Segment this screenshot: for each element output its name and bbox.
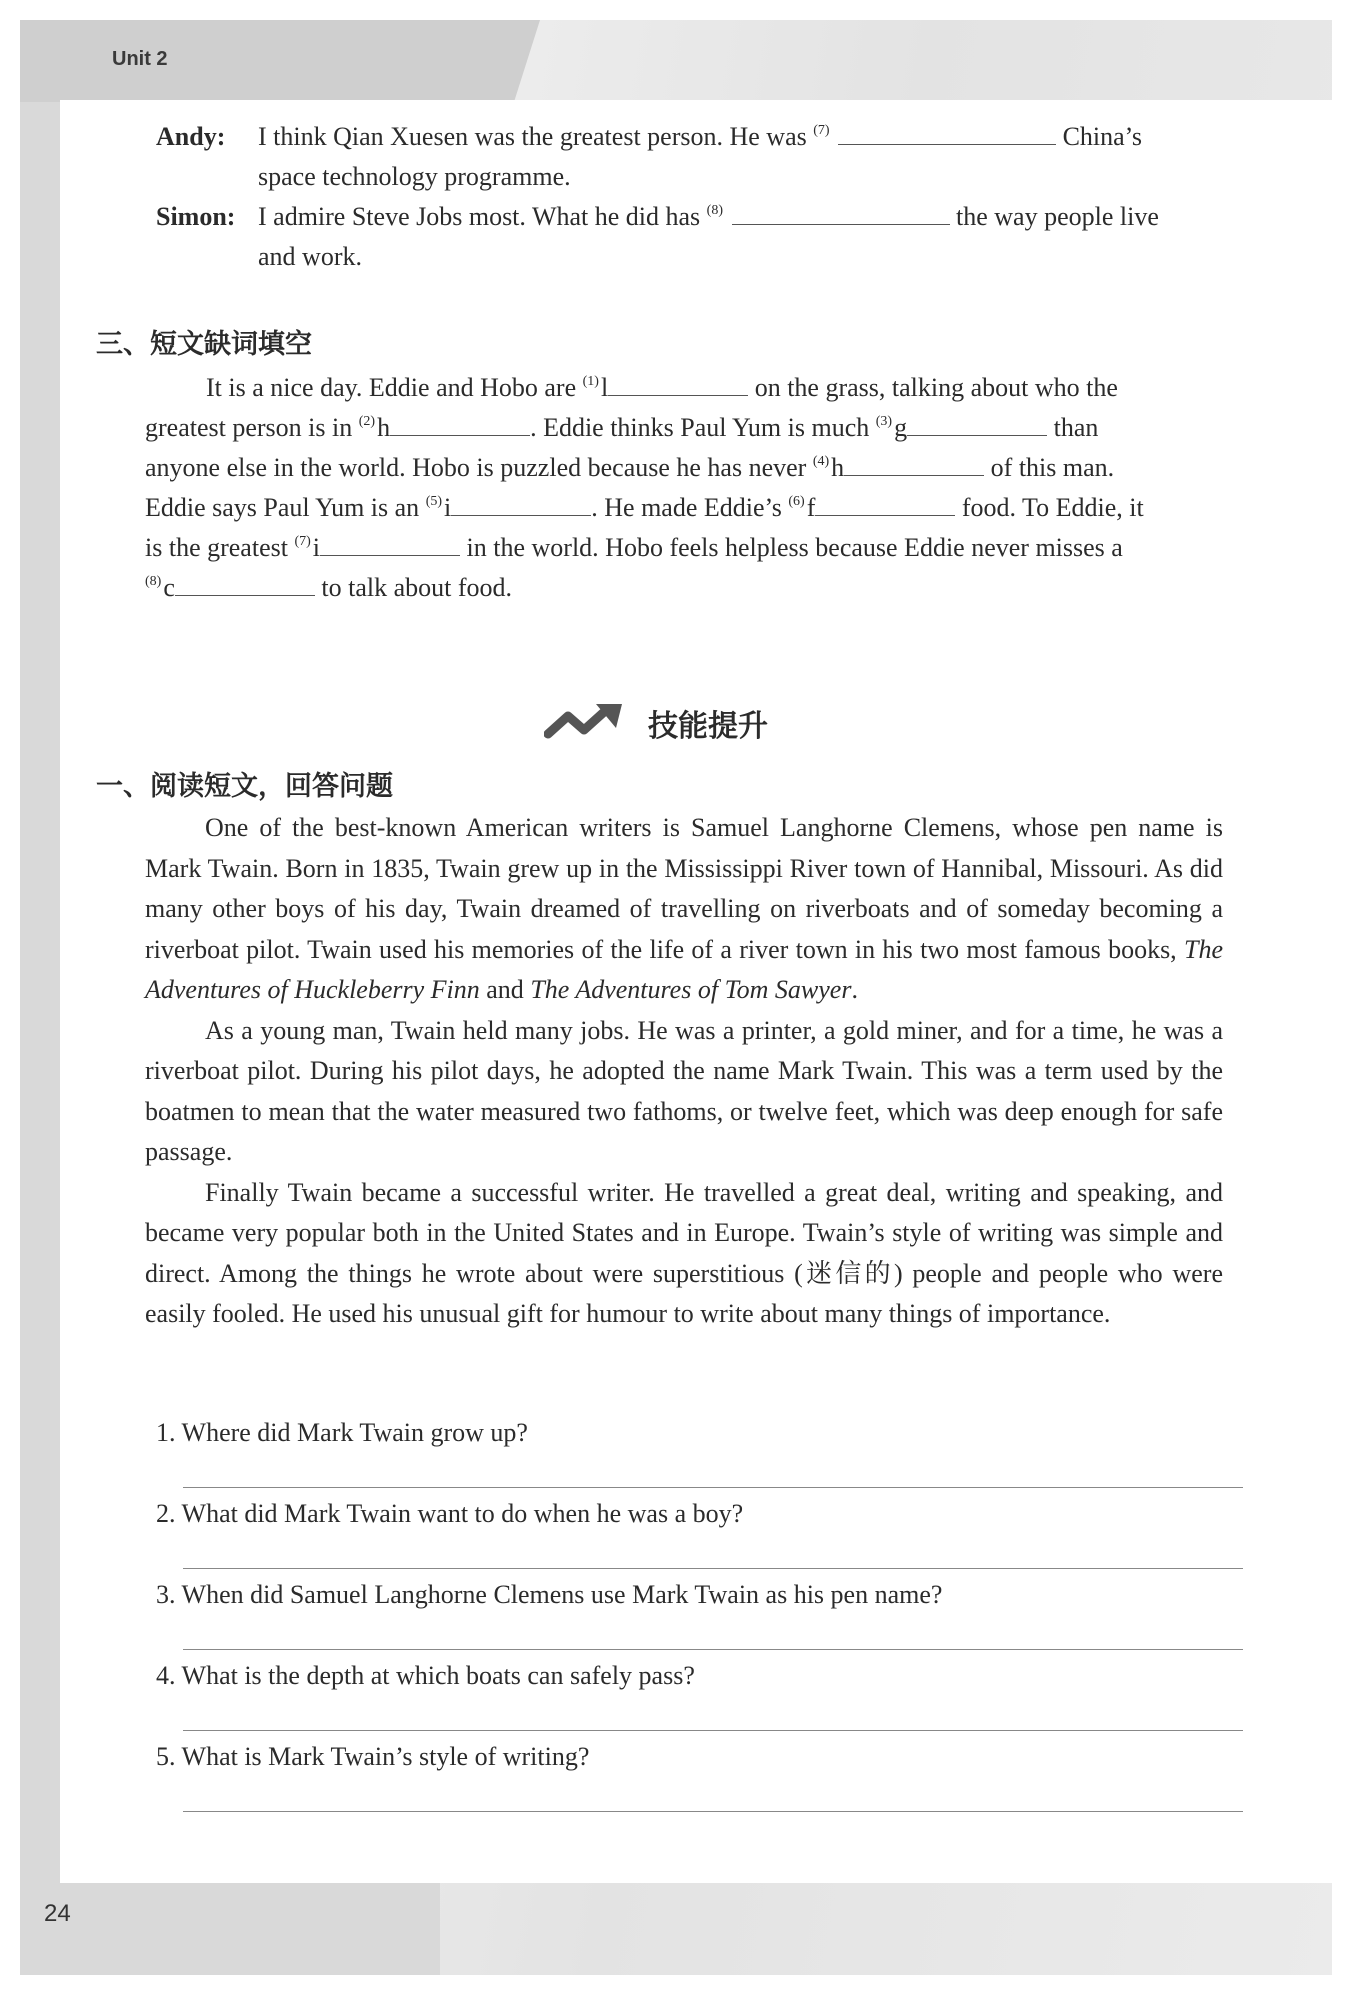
cloze-line-1 (206, 368, 1118, 408)
cloze-text: . Eddie thinks Paul Yum is much (530, 413, 870, 442)
simon-text: I admire Steve Jobs most. What he did has (258, 202, 701, 231)
question-2: 2. What did Mark Twain want to do when he was a boy? (156, 1499, 744, 1528)
cloze-text: anyone else in the world. Hobo is puzzled because he has never (145, 453, 807, 482)
first-letter: f (806, 493, 816, 522)
blank-number: (8) (706, 203, 723, 218)
first-letter: g (894, 413, 908, 442)
blank-number: (2) (358, 414, 376, 429)
passage-paragraph-2: As a young man, Twain held many jobs. He was a printer, a gold miner, and for a time, he was a riverboat pilot. During his pilot days, he adopted the name Mark Twain. This was a term used by the boatmen to mean that the water measured two fathoms, or twelve feet, which was deep enough for safe passage. (145, 1015, 1223, 1166)
blank-number: (7) (813, 123, 830, 138)
simon-text-after: the way people live (956, 202, 1159, 231)
cloze-text: It is a nice day. Eddie and Hobo are (206, 373, 577, 402)
answer-line-5[interactable] (183, 1811, 1243, 1812)
blank-number: (6) (788, 494, 805, 509)
answer-blank[interactable] (451, 489, 591, 516)
cloze-text: Eddie says Paul Yum is an (145, 493, 420, 522)
answer-blank[interactable] (907, 409, 1047, 436)
blank-number: (5) (425, 494, 443, 509)
blank-number: (8) (145, 574, 162, 589)
question-5: 5. What is Mark Twain’s style of writing? (156, 1742, 590, 1771)
first-letter: i (444, 493, 452, 522)
answer-blank[interactable] (175, 569, 315, 596)
first-letter: c (163, 573, 175, 602)
cloze-text: of this man. (990, 453, 1115, 482)
cloze-line-4 (145, 488, 1144, 528)
cloze-text: is the greatest (145, 533, 288, 562)
passage-paragraph-3: Finally Twain became a successful writer. He travelled a great deal, writing and speaking, and became very popular both in the United States and in Europe. Twain’s style of writing was simple and direct. Among the things he wrote about were superstitious (迷信的) people and people who were easily fooled. He used his unusual gift for humour to write about many things of importance. (145, 1177, 1223, 1328)
trend-arrow-icon (544, 700, 630, 742)
first-letter: l (600, 373, 609, 402)
book-title: The Adventures of Tom Sawyer (530, 975, 852, 1004)
andy-line-2: space technology programme. (258, 162, 571, 191)
question-1: 1. Where did Mark Twain grow up? (156, 1418, 528, 1447)
answer-line-1[interactable] (183, 1487, 1243, 1488)
answer-line-3[interactable] (183, 1649, 1243, 1650)
answer-blank[interactable] (390, 409, 530, 436)
cloze-line-2 (145, 408, 1098, 448)
cloze-text: food. To Eddie, it (961, 493, 1144, 522)
answer-blank[interactable] (844, 449, 984, 476)
answer-blank[interactable] (838, 118, 1056, 145)
page-number: 24 (44, 1900, 71, 1927)
cloze-line-6 (145, 568, 512, 608)
reading-passage (145, 808, 1223, 1335)
question-4: 4. What is the depth at which boats can safely pass? (156, 1661, 695, 1690)
paragraph-text: . (851, 975, 858, 1004)
question-3: 3. When did Samuel Langhorne Clemens use Mark Twain as his pen name? (156, 1580, 943, 1609)
blank-number: (7) (294, 534, 311, 549)
answer-blank[interactable] (732, 198, 950, 225)
answer-line-2[interactable] (183, 1568, 1243, 1569)
cloze-text: . He made Eddie’s (591, 493, 782, 522)
first-letter: i (312, 533, 321, 562)
first-letter: h (377, 413, 391, 442)
andy-text: I think Qian Xuesen was the greatest person. He was (258, 122, 807, 151)
blank-number: (3) (875, 414, 893, 429)
dialogue-simon (156, 197, 235, 237)
speaker-andy: Andy: (156, 122, 226, 151)
passage-paragraph-1 (145, 808, 1223, 1011)
book-title: The Adventures of Huckleberry Finn (145, 934, 1223, 1004)
andy-text-after: China’s (1062, 122, 1143, 151)
section-heading-cloze: 三、短文缺词填空 (96, 329, 312, 360)
answer-blank[interactable] (320, 529, 460, 556)
andy-line-1 (258, 117, 1142, 157)
simon-line-1 (258, 197, 1159, 237)
speaker-simon: Simon: (156, 202, 236, 231)
skills-title: 技能提升 (648, 709, 768, 744)
cloze-line-3 (145, 448, 1114, 488)
header-band (20, 20, 540, 102)
blank-number: (1) (582, 374, 599, 389)
cloze-text: than (1053, 413, 1099, 442)
cloze-line-5 (145, 528, 1123, 568)
cloze-text: greatest person is in (145, 413, 353, 442)
paragraph-text: and (486, 975, 524, 1004)
first-letter: h (831, 453, 845, 482)
cloze-text: in the world. Hobo feels helpless because Eddie never misses a (466, 533, 1123, 562)
cloze-text: on the grass, talking about who the (754, 373, 1118, 402)
blank-number: (4) (812, 454, 830, 469)
answer-blank[interactable] (815, 489, 955, 516)
answer-line-4[interactable] (183, 1730, 1243, 1731)
section-heading-reading: 一、阅读短文，回答问题 (96, 771, 393, 802)
simon-line-2: and work. (258, 242, 362, 271)
cloze-text: to talk about food. (321, 573, 513, 602)
paragraph-text: One of the best-known American writers is Samuel Langhorne Clemens, whose pen name is Mark Twain. Born in 1835, Twain grew up in the Mississippi River town of Hannibal, Missouri. As did many other boys of his day, Twain dreamed of travelling on riverboats and of someday becoming a riverboat pilot. Twain used his memories of the life of a river town in his two most famous books, (145, 813, 1223, 964)
dialogue-andy (156, 117, 225, 157)
answer-blank[interactable] (608, 369, 748, 396)
unit-label: Unit 2 (112, 48, 168, 70)
